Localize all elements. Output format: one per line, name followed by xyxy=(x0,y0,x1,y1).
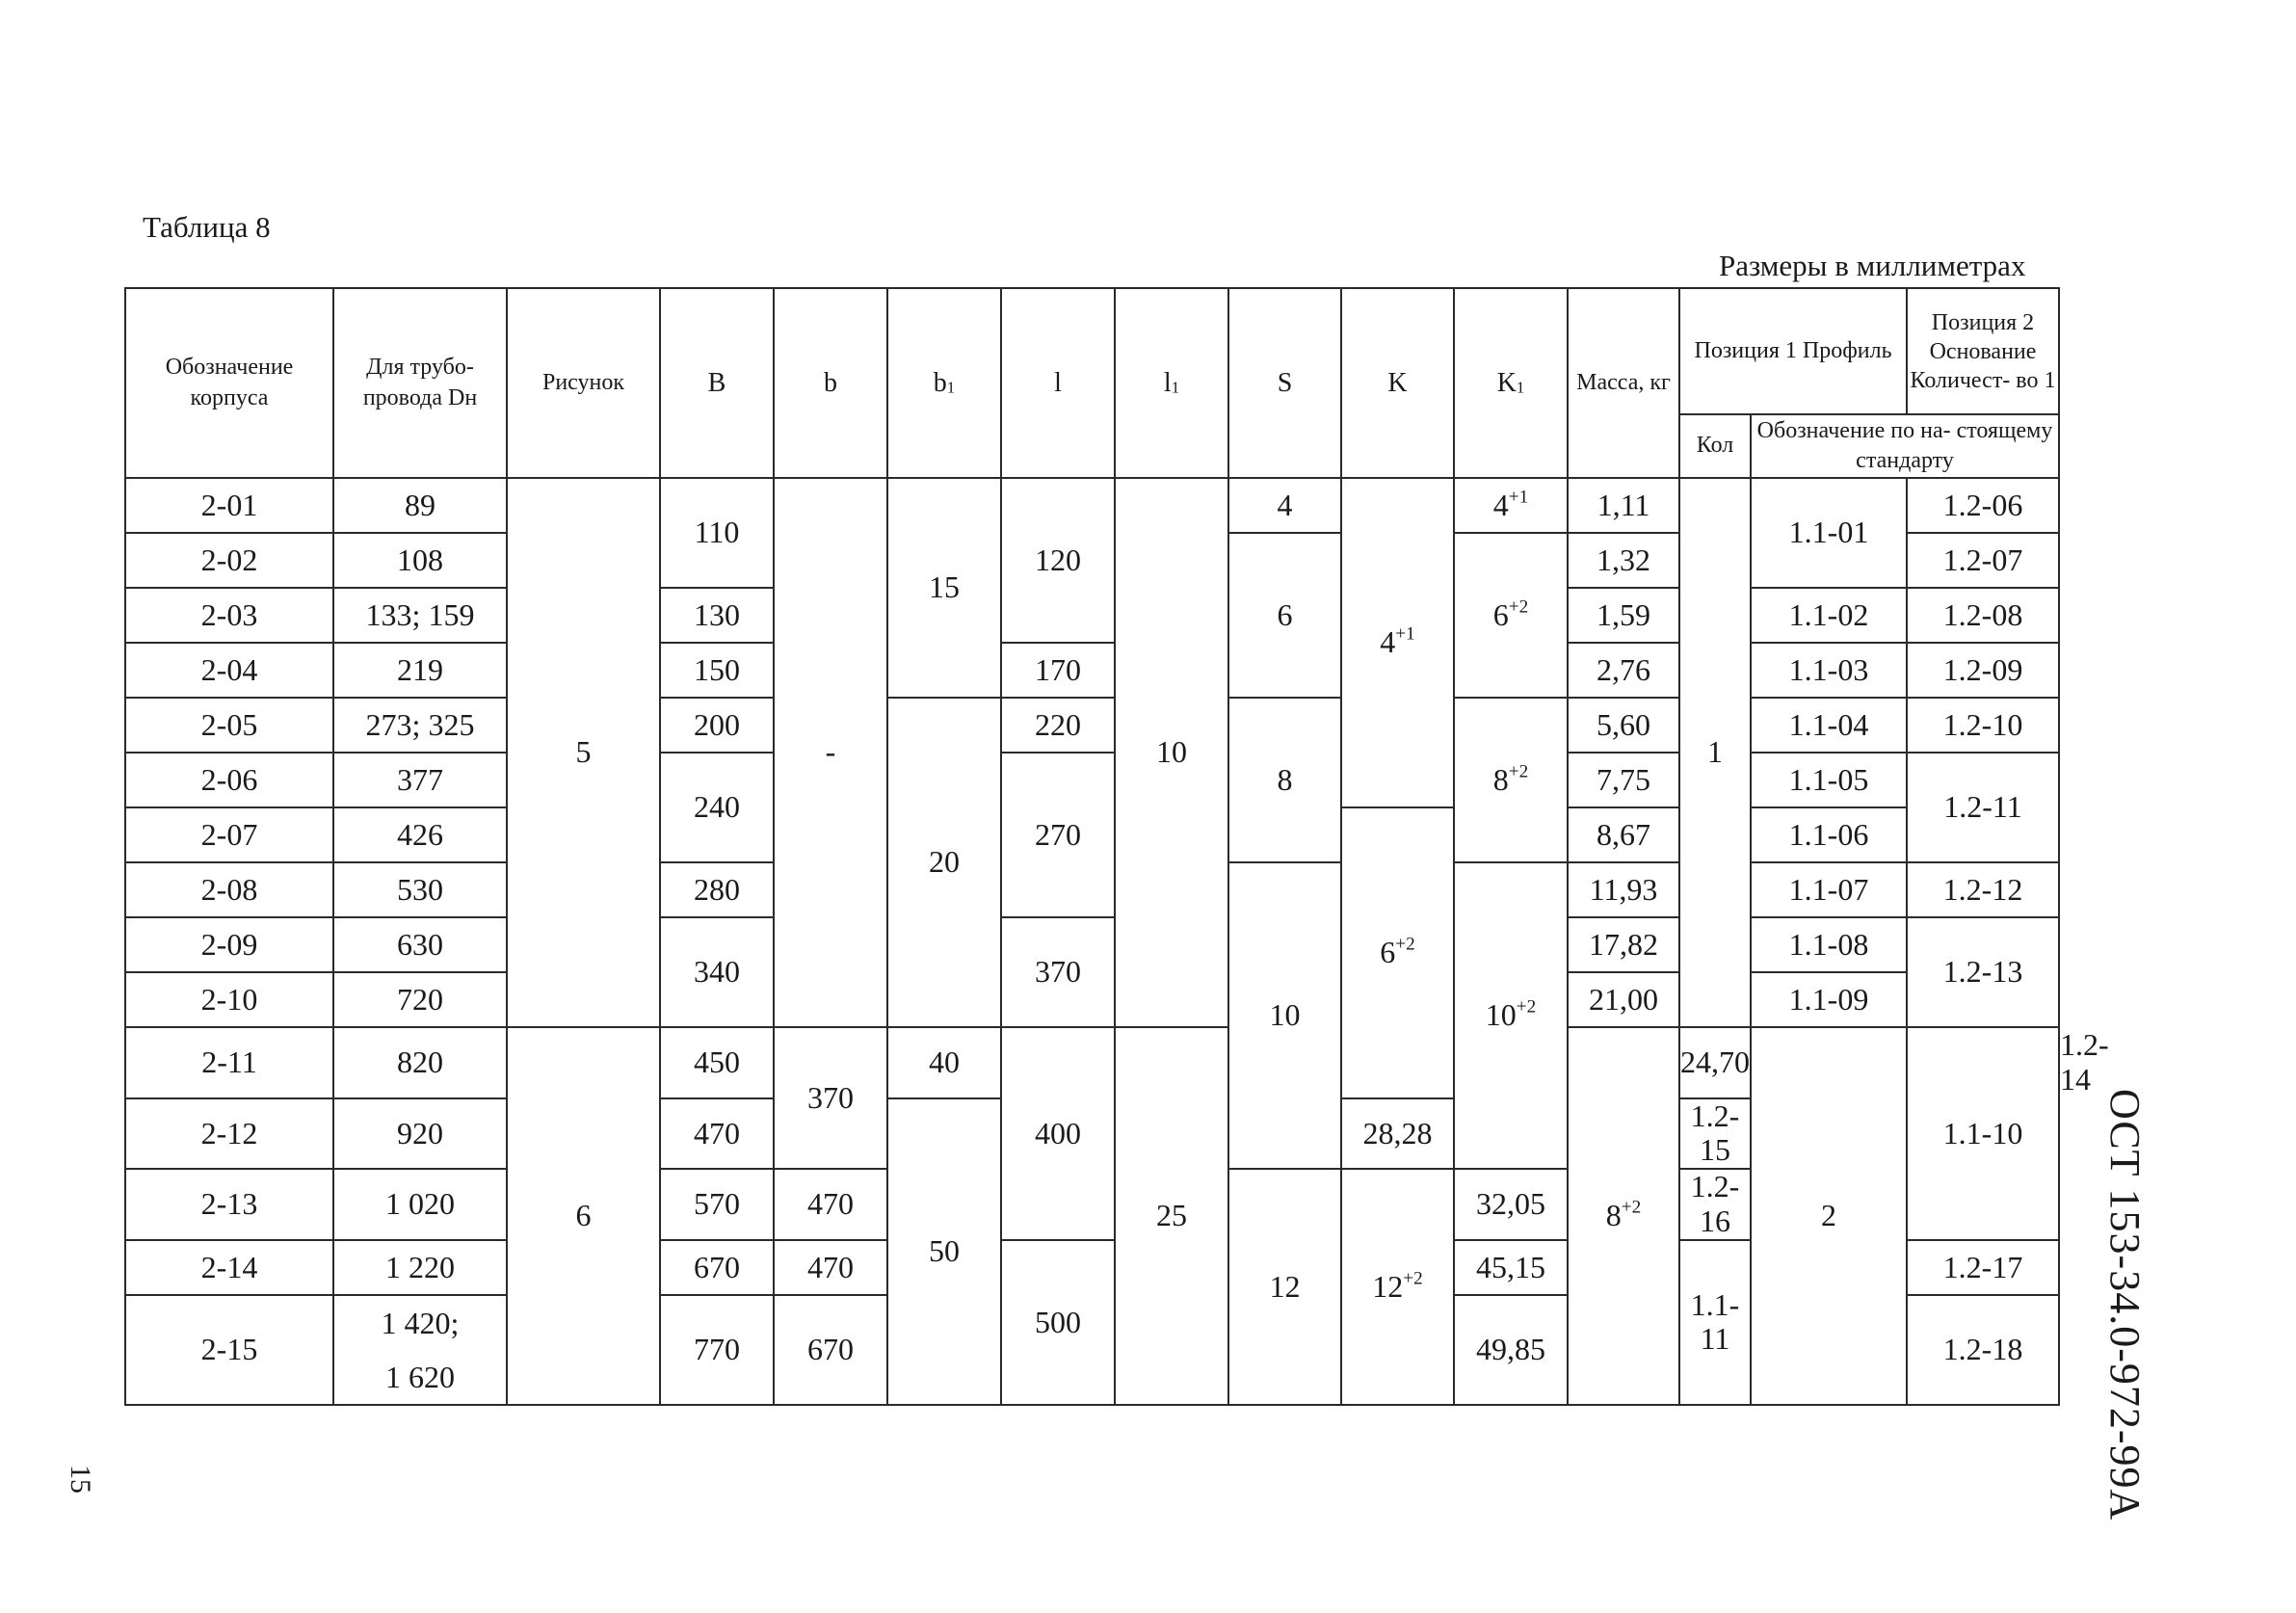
dimensions-table: Обозначение корпуса Для трубо- провода Dн Рисунок B b $b_1$ l $l_1$ S K $K_1$ Масса, кг Позиция 1 Профиль Позиция 2 Основание Количест- во 1 Кол Обозначение по на- стоящему стандарту 2-01 89 5 110 - 15 120 10 4 $4^{+1}$ $4^{+1}$ 1,11 1 1.1-01 1.2-06 2-02 108 6 $6^{+2}$ 1,32 1.2-07 2-03 133; 159 130 1,59 1.1-02 1.2-08 2-04 219 150 170 2,76 1.1-03 1.2-09 2-05 273; 325 200 20 220 8 $8^{+2}$ 5,60 1.1-04 1.2-10 2-06 377 240 270 7,75 1.1-05 1.2-11 2-07 426 $6^{+2}$ 8,67 1.1-06 2-08 530 280 10 $10^{+2}$ 11,93 1.1-07 1.2-12 2-09 630 340 370 17,82 1.1-08 1.2-13 2-10 720 21,00 1.1-09 2-11 820 6 450 370 40 400 25 $8^{+2}$ 24,70 2 1.1-10 1.2-14 2-12 920 470 50 28,28 1.2-15 2-13 1 020 570 470 12 $12^{+2}$ 32,05 1.2-16 2-14 1 220 670 470 500 45,15 1.1-11 1.2-17 2-15 1 420; 1 620 770 670 49,85 1.2-18 xyxy=(124,287,2060,1406)
cell-base: 1.2-13 xyxy=(1907,917,2059,1027)
cell-B: 470 xyxy=(660,1098,774,1170)
cell-mass: 1,32 xyxy=(1568,533,1679,588)
standard-designation: ОСТ 153-34.0-972-99А xyxy=(2101,1089,2149,1521)
cell-l: 170 xyxy=(1001,643,1115,698)
cell-mass: 1,59 xyxy=(1568,588,1679,643)
cell-l: 500 xyxy=(1001,1240,1115,1405)
cell-mass: 17,82 xyxy=(1568,917,1679,972)
cell-designation: 2-12 xyxy=(125,1098,333,1170)
cell-l: 120 xyxy=(1001,478,1115,643)
cell-K: $4^{+1}$ xyxy=(1341,478,1454,807)
cell-b1: 40 xyxy=(887,1027,1001,1098)
cell-base: 1.2-15 xyxy=(1679,1098,1751,1170)
cell-B: 670 xyxy=(660,1240,774,1295)
cell-B: 150 xyxy=(660,643,774,698)
cell-pipe: 426 xyxy=(333,807,507,862)
cell-mass: 1,11 xyxy=(1568,478,1679,533)
cell-designation: 2-04 xyxy=(125,643,333,698)
cell-mass: 7,75 xyxy=(1568,753,1679,807)
cell-b: - xyxy=(774,478,887,1027)
cell-designation: 2-14 xyxy=(125,1240,333,1295)
cell-mass: 2,76 xyxy=(1568,643,1679,698)
header-pipe: Для трубо- провода Dн xyxy=(333,288,507,478)
cell-S: 12 xyxy=(1228,1169,1341,1405)
cell-S: 6 xyxy=(1228,533,1341,698)
header-position1: Позиция 1 Профиль xyxy=(1679,288,1907,414)
cell-pipe: 530 xyxy=(333,862,507,917)
cell-l: 370 xyxy=(1001,917,1115,1027)
cell-K: $6^{+2}$ xyxy=(1341,807,1454,1098)
cell-B: 450 xyxy=(660,1027,774,1098)
header-position2: Позиция 2 Основание Количест- во 1 xyxy=(1907,288,2059,414)
cell-pipe: 920 xyxy=(333,1098,507,1170)
cell-base: 1.2-07 xyxy=(1907,533,2059,588)
cell-b1: 50 xyxy=(887,1098,1001,1405)
cell-l1: 10 xyxy=(1115,478,1228,1027)
header-mass: Масса, кг xyxy=(1568,288,1679,478)
cell-l1: 25 xyxy=(1115,1027,1228,1405)
cell-b: 670 xyxy=(774,1295,887,1405)
cell-mass: 28,28 xyxy=(1341,1098,1454,1170)
header-figure: Рисунок xyxy=(507,288,660,478)
header-l: l xyxy=(1001,288,1115,478)
cell-B: 200 xyxy=(660,698,774,753)
cell-profile: 1.1-08 xyxy=(1751,917,1907,972)
cell-K: $8^{+2}$ xyxy=(1568,1027,1679,1405)
cell-b: 370 xyxy=(774,1027,887,1169)
cell-l: 270 xyxy=(1001,753,1115,917)
cell-mass: 5,60 xyxy=(1568,698,1679,753)
cell-base: 1.2-17 xyxy=(1907,1240,2059,1295)
cell-base: 1.2-08 xyxy=(1907,588,2059,643)
cell-K1: $6^{+2}$ xyxy=(1454,533,1568,698)
cell-designation: 2-06 xyxy=(125,753,333,807)
cell-designation: 2-10 xyxy=(125,972,333,1027)
cell-profile: 1.1-07 xyxy=(1751,862,1907,917)
cell-S: 10 xyxy=(1228,862,1341,1169)
table-caption: Таблица 8 xyxy=(143,210,271,244)
header-l1: $l_1$ xyxy=(1115,288,1228,478)
cell-mass: 32,05 xyxy=(1454,1169,1568,1240)
header-designation: Обозначение корпуса xyxy=(125,288,333,478)
cell-pipe: 89 xyxy=(333,478,507,533)
cell-profile: 1.1-06 xyxy=(1751,807,1907,862)
cell-profile: 1.1-02 xyxy=(1751,588,1907,643)
cell-profile: 1.1-05 xyxy=(1751,753,1907,807)
cell-pipe: 219 xyxy=(333,643,507,698)
cell-profile: 1.1-01 xyxy=(1751,478,1907,588)
header-S: S xyxy=(1228,288,1341,478)
cell-mass: 24,70 xyxy=(1679,1027,1751,1098)
cell-pipe: 273; 325 xyxy=(333,698,507,753)
cell-base: 1.2-11 xyxy=(1907,753,2059,862)
cell-B: 770 xyxy=(660,1295,774,1405)
cell-B: 130 xyxy=(660,588,774,643)
cell-profile: 1.1-11 xyxy=(1679,1240,1751,1405)
cell-designation: 2-05 xyxy=(125,698,333,753)
cell-designation: 2-13 xyxy=(125,1169,333,1240)
header-K1: $K_1$ xyxy=(1454,288,1568,478)
cell-b1: 15 xyxy=(887,478,1001,698)
cell-pipe: 377 xyxy=(333,753,507,807)
cell-designation: 2-07 xyxy=(125,807,333,862)
cell-l: 220 xyxy=(1001,698,1115,753)
cell-b1: 20 xyxy=(887,698,1001,1027)
cell-qty: 2 xyxy=(1751,1027,1907,1405)
cell-pipe: 820 xyxy=(333,1027,507,1098)
header-b: b xyxy=(774,288,887,478)
cell-designation: 2-11 xyxy=(125,1027,333,1098)
cell-mass: 8,67 xyxy=(1568,807,1679,862)
cell-designation: 2-02 xyxy=(125,533,333,588)
cell-K1: $8^{+2}$ xyxy=(1454,698,1568,862)
cell-profile: 1.1-03 xyxy=(1751,643,1907,698)
units-note: Размеры в миллиметрах xyxy=(1719,249,2026,282)
cell-base: 1.2-18 xyxy=(1907,1295,2059,1405)
cell-pipe: 1 220 xyxy=(333,1240,507,1295)
cell-base: 1.2-10 xyxy=(1907,698,2059,753)
header-B: B xyxy=(660,288,774,478)
cell-S: 8 xyxy=(1228,698,1341,862)
header-K: K xyxy=(1341,288,1454,478)
cell-designation: 2-08 xyxy=(125,862,333,917)
cell-pipe: 630 xyxy=(333,917,507,972)
cell-pipe: 1 020 xyxy=(333,1169,507,1240)
cell-B: 110 xyxy=(660,478,774,588)
cell-base: 1.2-06 xyxy=(1907,478,2059,533)
cell-b: 470 xyxy=(774,1169,887,1240)
cell-mass: 45,15 xyxy=(1454,1240,1568,1295)
cell-K1: $10^{+2}$ xyxy=(1454,862,1568,1169)
cell-qty: 1 xyxy=(1679,478,1751,1027)
cell-B: 570 xyxy=(660,1169,774,1240)
cell-B: 280 xyxy=(660,862,774,917)
cell-pipe: 133; 159 xyxy=(333,588,507,643)
cell-base: 1.2-16 xyxy=(1679,1169,1751,1240)
cell-designation: 2-01 xyxy=(125,478,333,533)
cell-b: 470 xyxy=(774,1240,887,1295)
cell-profile: 1.1-10 xyxy=(1907,1027,2059,1240)
cell-pipe: 108 xyxy=(333,533,507,588)
header-qty: Кол xyxy=(1679,414,1751,478)
cell-base: 1.2-12 xyxy=(1907,862,2059,917)
cell-pipe: 1 420; 1 620 xyxy=(333,1295,507,1405)
cell-figure: 6 xyxy=(507,1027,660,1405)
cell-profile: 1.1-09 xyxy=(1751,972,1907,1027)
cell-l: 400 xyxy=(1001,1027,1115,1240)
cell-S: 4 xyxy=(1228,478,1341,533)
cell-K1: $4^{+1}$ xyxy=(1454,478,1568,533)
cell-B: 240 xyxy=(660,753,774,862)
cell-pipe: 720 xyxy=(333,972,507,1027)
page-number: 15 xyxy=(65,1465,96,1494)
header-std-designation: Обозначение по на- стоящему стандарту xyxy=(1751,414,2059,478)
cell-B: 340 xyxy=(660,917,774,1027)
cell-profile: 1.1-04 xyxy=(1751,698,1907,753)
cell-figure: 5 xyxy=(507,478,660,1027)
cell-mass: 11,93 xyxy=(1568,862,1679,917)
cell-designation: 2-03 xyxy=(125,588,333,643)
cell-K1: $12^{+2}$ xyxy=(1341,1169,1454,1405)
cell-designation: 2-09 xyxy=(125,917,333,972)
header-b1: $b_1$ xyxy=(887,288,1001,478)
cell-mass: 49,85 xyxy=(1454,1295,1568,1405)
cell-designation: 2-15 xyxy=(125,1295,333,1405)
cell-base: 1.2-09 xyxy=(1907,643,2059,698)
cell-mass: 21,00 xyxy=(1568,972,1679,1027)
